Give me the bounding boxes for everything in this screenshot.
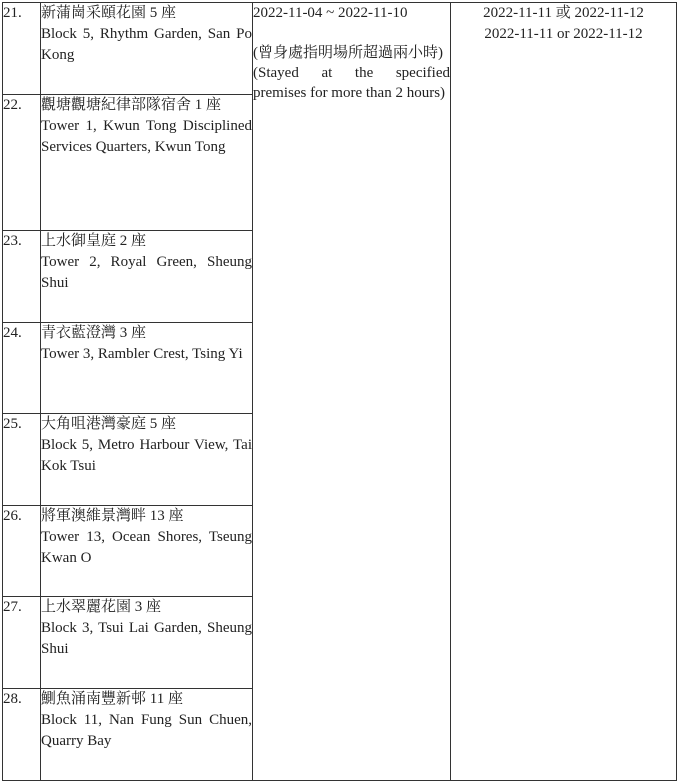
premises-cell (41, 689, 253, 781)
premises-name-en: Block 5, Rhythm Garden, San Po Kong (41, 26, 252, 63)
table-row (3, 3, 677, 95)
premises-name-en: Tower 2, Royal Green, Sheung Shui (41, 254, 252, 291)
premises-cell (41, 597, 253, 689)
row-number: 25. (3, 414, 41, 506)
test-dates-zh: 2022-11-11 或 2022-11-12 (483, 5, 644, 21)
row-number: 28. (3, 689, 41, 781)
test-dates-en: 2022-11-11 or 2022-11-12 (484, 26, 643, 42)
premises-cell (41, 95, 253, 231)
premises-name-en: Block 5, Metro Harbour View, Tai Kok Tsui (41, 437, 252, 474)
premises-name-zh: 將軍澳維景灣畔 13 座 (41, 508, 184, 524)
visit-note-en: (Stayed at the specified premises for more than 2 hours) (253, 65, 450, 101)
visit-note-zh: (曾身處指明場所超過兩小時) (253, 45, 443, 61)
premises-name-zh: 新蒲崗采頤花園 5 座 (41, 5, 177, 21)
visit-date-range: 2022-11-04 ~ 2022-11-10 (253, 5, 408, 21)
row-number: 26. (3, 506, 41, 597)
row-number: 23. (3, 231, 41, 323)
premises-cell (41, 323, 253, 414)
premises-name-en: Block 3, Tsui Lai Garden, Sheung Shui (41, 620, 252, 657)
premises-name-en: Tower 13, Ocean Shores, Tseung Kwan O (41, 529, 252, 566)
premises-cell (41, 231, 253, 323)
test-dates-cell (451, 3, 677, 781)
premises-name-zh: 大角咀港灣豪庭 5 座 (41, 416, 177, 432)
premises-name-en: Tower 3, Rambler Crest, Tsing Yi (41, 346, 243, 362)
row-number: 22. (3, 95, 41, 231)
premises-cell (41, 506, 253, 597)
premises-name-zh: 上水御皇庭 2 座 (41, 233, 147, 249)
premises-name-zh: 觀塘觀塘紀律部隊宿舍 1 座 (41, 97, 222, 113)
premises-name-zh: 上水翠麗花園 3 座 (41, 599, 162, 615)
row-number: 27. (3, 597, 41, 689)
premises-table (2, 2, 677, 781)
row-number: 24. (3, 323, 41, 414)
premises-name-en: Tower 1, Kwun Tong Disciplined Services Quarters, Kwun Tong (41, 118, 252, 155)
row-number: 21. (3, 3, 41, 95)
premises-cell (41, 414, 253, 506)
premises-name-zh: 青衣藍澄灣 3 座 (41, 325, 147, 341)
premises-cell (41, 3, 253, 95)
premises-name-zh: 鰂魚涌南豐新邨 11 座 (41, 691, 183, 707)
premises-name-en: Block 11, Nan Fung Sun Chuen, Quarry Bay (41, 712, 252, 749)
visit-period-cell (253, 3, 451, 781)
